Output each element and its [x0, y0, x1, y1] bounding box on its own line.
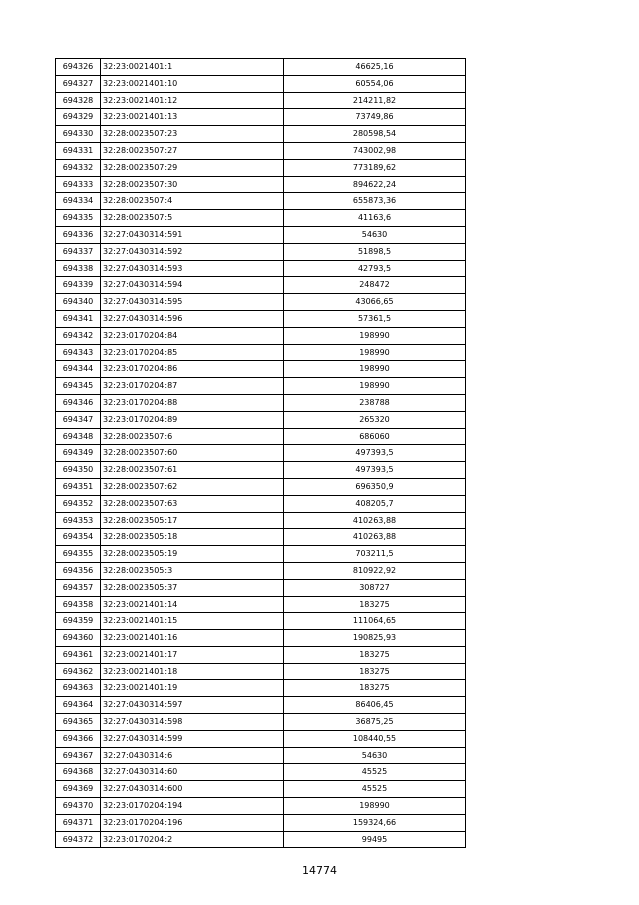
cadastral-number-cell: 32:27:0430314:594 — [101, 277, 284, 294]
value-cell: 45525 — [284, 781, 466, 798]
cadastral-number-cell: 32:27:0430314:598 — [101, 714, 284, 731]
table-row — [56, 630, 466, 647]
value-cell: 743002,98 — [284, 142, 466, 159]
cadastral-number-cell: 32:28:0023507:6 — [101, 428, 284, 445]
value-cell: 54630 — [284, 226, 466, 243]
page-number: 14774 — [302, 864, 337, 877]
table-row — [56, 193, 466, 210]
value-cell: 60554,06 — [284, 75, 466, 92]
row-id-cell: 694364 — [56, 697, 101, 714]
value-cell: 810922,92 — [284, 562, 466, 579]
value-cell: 408205,7 — [284, 495, 466, 512]
value-cell: 198990 — [284, 327, 466, 344]
value-cell: 159324,66 — [284, 814, 466, 831]
row-id-cell: 694326 — [56, 59, 101, 76]
row-id-cell: 694328 — [56, 92, 101, 109]
value-cell: 111064,65 — [284, 613, 466, 630]
table-row — [56, 109, 466, 126]
value-cell: 198990 — [284, 378, 466, 395]
cadastral-number-cell: 32:27:0430314:599 — [101, 730, 284, 747]
table-row — [56, 798, 466, 815]
value-cell: 198990 — [284, 361, 466, 378]
table-row — [56, 663, 466, 680]
table-row — [56, 831, 466, 848]
value-cell: 410263,88 — [284, 529, 466, 546]
row-id-cell: 694342 — [56, 327, 101, 344]
cadastral-number-cell: 32:28:0023507:27 — [101, 142, 284, 159]
row-id-cell: 694341 — [56, 310, 101, 327]
row-id-cell: 694360 — [56, 630, 101, 647]
value-cell: 265320 — [284, 411, 466, 428]
value-cell: 36875,25 — [284, 714, 466, 731]
table-row — [56, 462, 466, 479]
value-cell: 99495 — [284, 831, 466, 848]
row-id-cell: 694327 — [56, 75, 101, 92]
value-cell: 51898,5 — [284, 243, 466, 260]
table-row — [56, 277, 466, 294]
row-id-cell: 694349 — [56, 445, 101, 462]
row-id-cell: 694353 — [56, 512, 101, 529]
cadastral-number-cell: 32:27:0430314:596 — [101, 310, 284, 327]
row-id-cell: 694370 — [56, 798, 101, 815]
value-cell: 86406,45 — [284, 697, 466, 714]
table-row — [56, 546, 466, 563]
row-id-cell: 694362 — [56, 663, 101, 680]
row-id-cell: 694358 — [56, 596, 101, 613]
value-cell: 686060 — [284, 428, 466, 445]
cadastral-number-cell: 32:23:0170204:88 — [101, 394, 284, 411]
value-cell: 410263,88 — [284, 512, 466, 529]
value-cell: 198990 — [284, 798, 466, 815]
row-id-cell: 694355 — [56, 546, 101, 563]
row-id-cell: 694372 — [56, 831, 101, 848]
value-cell: 773189,62 — [284, 159, 466, 176]
cadastral-number-cell: 32:23:0170204:196 — [101, 814, 284, 831]
table-row — [56, 730, 466, 747]
value-cell: 57361,5 — [284, 310, 466, 327]
cadastral-number-cell: 32:23:0170204:84 — [101, 327, 284, 344]
value-cell: 46625,16 — [284, 59, 466, 76]
table-row — [56, 378, 466, 395]
value-cell: 238788 — [284, 394, 466, 411]
row-id-cell: 694356 — [56, 562, 101, 579]
row-id-cell: 694343 — [56, 344, 101, 361]
table-row — [56, 764, 466, 781]
cadastral-number-cell: 32:27:0430314:597 — [101, 697, 284, 714]
table-row — [56, 75, 466, 92]
row-id-cell: 694354 — [56, 529, 101, 546]
table-row — [56, 210, 466, 227]
row-id-cell: 694346 — [56, 394, 101, 411]
row-id-cell: 694345 — [56, 378, 101, 395]
cadastral-number-cell: 32:27:0430314:595 — [101, 294, 284, 311]
table-row — [56, 92, 466, 109]
row-id-cell: 694368 — [56, 764, 101, 781]
value-cell: 190825,93 — [284, 630, 466, 647]
cadastral-number-cell: 32:23:0170204:194 — [101, 798, 284, 815]
cadastral-number-cell: 32:23:0021401:17 — [101, 646, 284, 663]
table-row — [56, 361, 466, 378]
value-cell: 54630 — [284, 747, 466, 764]
value-cell: 183275 — [284, 646, 466, 663]
table-row — [56, 646, 466, 663]
table-row — [56, 142, 466, 159]
value-cell: 894622,24 — [284, 176, 466, 193]
table-row — [56, 411, 466, 428]
cadastral-number-cell: 32:23:0021401:15 — [101, 613, 284, 630]
table-row — [56, 680, 466, 697]
table-row — [56, 344, 466, 361]
cadastral-number-cell: 32:28:0023507:61 — [101, 462, 284, 479]
cadastral-number-cell: 32:23:0021401:14 — [101, 596, 284, 613]
table-row — [56, 428, 466, 445]
row-id-cell: 694347 — [56, 411, 101, 428]
table-row — [56, 697, 466, 714]
table-row — [56, 495, 466, 512]
row-id-cell: 694331 — [56, 142, 101, 159]
cadastral-number-cell: 32:28:0023505:37 — [101, 579, 284, 596]
table-row — [56, 529, 466, 546]
cadastral-number-cell: 32:23:0021401:1 — [101, 59, 284, 76]
table-row — [56, 59, 466, 76]
cadastral-number-cell: 32:23:0021401:12 — [101, 92, 284, 109]
row-id-cell: 694369 — [56, 781, 101, 798]
table-body — [56, 59, 466, 848]
value-cell: 497393,5 — [284, 462, 466, 479]
table-row — [56, 126, 466, 143]
table-row — [56, 747, 466, 764]
row-id-cell: 694365 — [56, 714, 101, 731]
table-row — [56, 260, 466, 277]
cadastral-number-cell: 32:23:0021401:13 — [101, 109, 284, 126]
table-row — [56, 579, 466, 596]
cadastral-value-table — [55, 58, 466, 848]
cadastral-number-cell: 32:28:0023507:4 — [101, 193, 284, 210]
table-row — [56, 310, 466, 327]
row-id-cell: 694359 — [56, 613, 101, 630]
cadastral-number-cell: 32:23:0021401:18 — [101, 663, 284, 680]
table-row — [56, 714, 466, 731]
value-cell: 45525 — [284, 764, 466, 781]
value-cell: 108440,55 — [284, 730, 466, 747]
value-cell: 73749,86 — [284, 109, 466, 126]
cadastral-number-cell: 32:23:0170204:2 — [101, 831, 284, 848]
row-id-cell: 694333 — [56, 176, 101, 193]
value-cell: 308727 — [284, 579, 466, 596]
value-cell: 42793,5 — [284, 260, 466, 277]
table-row — [56, 394, 466, 411]
row-id-cell: 694352 — [56, 495, 101, 512]
table-row — [56, 596, 466, 613]
table-row — [56, 781, 466, 798]
row-id-cell: 694367 — [56, 747, 101, 764]
row-id-cell: 694337 — [56, 243, 101, 260]
table-row — [56, 814, 466, 831]
cadastral-number-cell: 32:28:0023507:23 — [101, 126, 284, 143]
row-id-cell: 694351 — [56, 478, 101, 495]
table-row — [56, 512, 466, 529]
cadastral-number-cell: 32:23:0021401:19 — [101, 680, 284, 697]
table-row — [56, 562, 466, 579]
cadastral-number-cell: 32:27:0430314:592 — [101, 243, 284, 260]
cadastral-number-cell: 32:27:0430314:591 — [101, 226, 284, 243]
row-id-cell: 694340 — [56, 294, 101, 311]
value-cell: 703211,5 — [284, 546, 466, 563]
row-id-cell: 694339 — [56, 277, 101, 294]
value-cell: 497393,5 — [284, 445, 466, 462]
table-row — [56, 294, 466, 311]
table-row — [56, 613, 466, 630]
table-row — [56, 445, 466, 462]
cadastral-number-cell: 32:28:0023507:63 — [101, 495, 284, 512]
value-cell: 183275 — [284, 596, 466, 613]
value-cell: 41163,6 — [284, 210, 466, 227]
row-id-cell: 694344 — [56, 361, 101, 378]
row-id-cell: 694348 — [56, 428, 101, 445]
table-row — [56, 159, 466, 176]
value-cell: 248472 — [284, 277, 466, 294]
cadastral-number-cell: 32:28:0023507:30 — [101, 176, 284, 193]
row-id-cell: 694361 — [56, 646, 101, 663]
row-id-cell: 694330 — [56, 126, 101, 143]
cadastral-number-cell: 32:27:0430314:60 — [101, 764, 284, 781]
cadastral-number-cell: 32:28:0023505:19 — [101, 546, 284, 563]
row-id-cell: 694332 — [56, 159, 101, 176]
row-id-cell: 694366 — [56, 730, 101, 747]
cadastral-number-cell: 32:27:0430314:600 — [101, 781, 284, 798]
cadastral-number-cell: 32:28:0023507:29 — [101, 159, 284, 176]
cadastral-number-cell: 32:28:0023507:62 — [101, 478, 284, 495]
cadastral-number-cell: 32:23:0170204:86 — [101, 361, 284, 378]
row-id-cell: 694350 — [56, 462, 101, 479]
row-id-cell: 694357 — [56, 579, 101, 596]
row-id-cell: 694329 — [56, 109, 101, 126]
value-cell: 43066,65 — [284, 294, 466, 311]
table-row — [56, 243, 466, 260]
cadastral-number-cell: 32:27:0430314:6 — [101, 747, 284, 764]
row-id-cell: 694338 — [56, 260, 101, 277]
value-cell: 280598,54 — [284, 126, 466, 143]
row-id-cell: 694363 — [56, 680, 101, 697]
value-cell: 183275 — [284, 680, 466, 697]
cadastral-number-cell: 32:28:0023505:3 — [101, 562, 284, 579]
row-id-cell: 694334 — [56, 193, 101, 210]
cadastral-number-cell: 32:23:0021401:16 — [101, 630, 284, 647]
cadastral-number-cell: 32:23:0170204:89 — [101, 411, 284, 428]
cadastral-number-cell: 32:28:0023507:5 — [101, 210, 284, 227]
row-id-cell: 694336 — [56, 226, 101, 243]
table-row — [56, 327, 466, 344]
value-cell: 696350,9 — [284, 478, 466, 495]
row-id-cell: 694335 — [56, 210, 101, 227]
cadastral-number-cell: 32:28:0023505:17 — [101, 512, 284, 529]
row-id-cell: 694371 — [56, 814, 101, 831]
cadastral-number-cell: 32:23:0170204:87 — [101, 378, 284, 395]
cadastral-number-cell: 32:23:0170204:85 — [101, 344, 284, 361]
table-row — [56, 478, 466, 495]
value-cell: 198990 — [284, 344, 466, 361]
table-row — [56, 226, 466, 243]
value-cell: 655873,36 — [284, 193, 466, 210]
cadastral-number-cell: 32:23:0021401:10 — [101, 75, 284, 92]
cadastral-number-cell: 32:27:0430314:593 — [101, 260, 284, 277]
value-cell: 214211,82 — [284, 92, 466, 109]
value-cell: 183275 — [284, 663, 466, 680]
cadastral-number-cell: 32:28:0023505:18 — [101, 529, 284, 546]
cadastral-number-cell: 32:28:0023507:60 — [101, 445, 284, 462]
table-row — [56, 176, 466, 193]
